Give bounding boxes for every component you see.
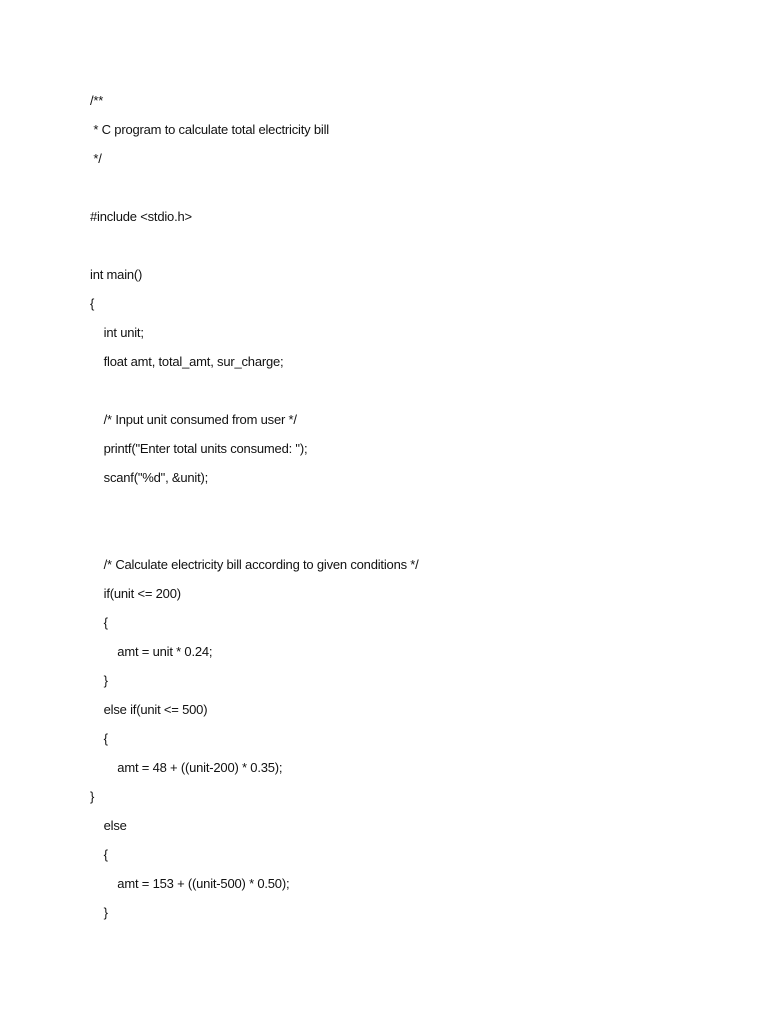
code-line bbox=[90, 757, 419, 786]
code-line bbox=[90, 177, 419, 206]
code-line-text: scanf("%d", &unit); bbox=[90, 470, 209, 485]
code-line-text: * C program to calculate total electricity bill bbox=[90, 122, 329, 137]
code-listing bbox=[90, 90, 419, 931]
code-line-text: #include <stdio.h> bbox=[90, 209, 192, 224]
code-line-text: /** bbox=[90, 93, 104, 108]
code-line-text: } bbox=[90, 673, 108, 688]
code-line-text: printf("Enter total units consumed: "); bbox=[90, 441, 308, 456]
code-line-text: */ bbox=[90, 151, 102, 166]
code-line-text: else if(unit <= 500) bbox=[90, 702, 208, 717]
code-line-text: } bbox=[90, 789, 95, 804]
code-line bbox=[90, 670, 419, 699]
code-line bbox=[90, 148, 419, 177]
code-line bbox=[90, 235, 419, 264]
code-line-text: int main() bbox=[90, 267, 143, 282]
code-line bbox=[90, 264, 419, 293]
code-line-text: { bbox=[90, 731, 108, 746]
code-line bbox=[90, 409, 419, 438]
code-line bbox=[90, 438, 419, 467]
code-line bbox=[90, 351, 419, 380]
code-line-text: { bbox=[90, 615, 108, 630]
code-line-text: } bbox=[90, 905, 108, 920]
code-line bbox=[90, 873, 419, 902]
code-line-text: { bbox=[90, 296, 95, 311]
code-line-text: amt = 153 + ((unit-500) * 0.50); bbox=[90, 876, 290, 891]
code-line-text: /* Input unit consumed from user */ bbox=[90, 412, 297, 427]
code-line bbox=[90, 322, 419, 351]
code-line bbox=[90, 786, 419, 815]
code-line bbox=[90, 844, 419, 873]
code-line bbox=[90, 206, 419, 235]
code-line-text: else bbox=[90, 818, 127, 833]
code-line-text: float amt, total_amt, sur_charge; bbox=[90, 354, 284, 369]
code-line bbox=[90, 641, 419, 670]
code-line-text: /* Calculate electricity bill according to given conditions */ bbox=[90, 557, 419, 572]
code-line bbox=[90, 554, 419, 583]
code-line bbox=[90, 496, 419, 525]
code-line bbox=[90, 699, 419, 728]
code-line bbox=[90, 119, 419, 148]
code-line bbox=[90, 90, 419, 119]
code-line bbox=[90, 525, 419, 554]
code-line-text: int unit; bbox=[90, 325, 144, 340]
code-line bbox=[90, 902, 419, 931]
code-line-text: if(unit <= 200) bbox=[90, 586, 181, 601]
code-line bbox=[90, 293, 419, 322]
code-line bbox=[90, 612, 419, 641]
code-line-text: amt = unit * 0.24; bbox=[90, 644, 213, 659]
code-line bbox=[90, 815, 419, 844]
code-line-text: amt = 48 + ((unit-200) * 0.35); bbox=[90, 760, 283, 775]
code-line-text: { bbox=[90, 847, 108, 862]
code-line bbox=[90, 583, 419, 612]
code-line bbox=[90, 467, 419, 496]
code-line bbox=[90, 728, 419, 757]
code-line bbox=[90, 380, 419, 409]
